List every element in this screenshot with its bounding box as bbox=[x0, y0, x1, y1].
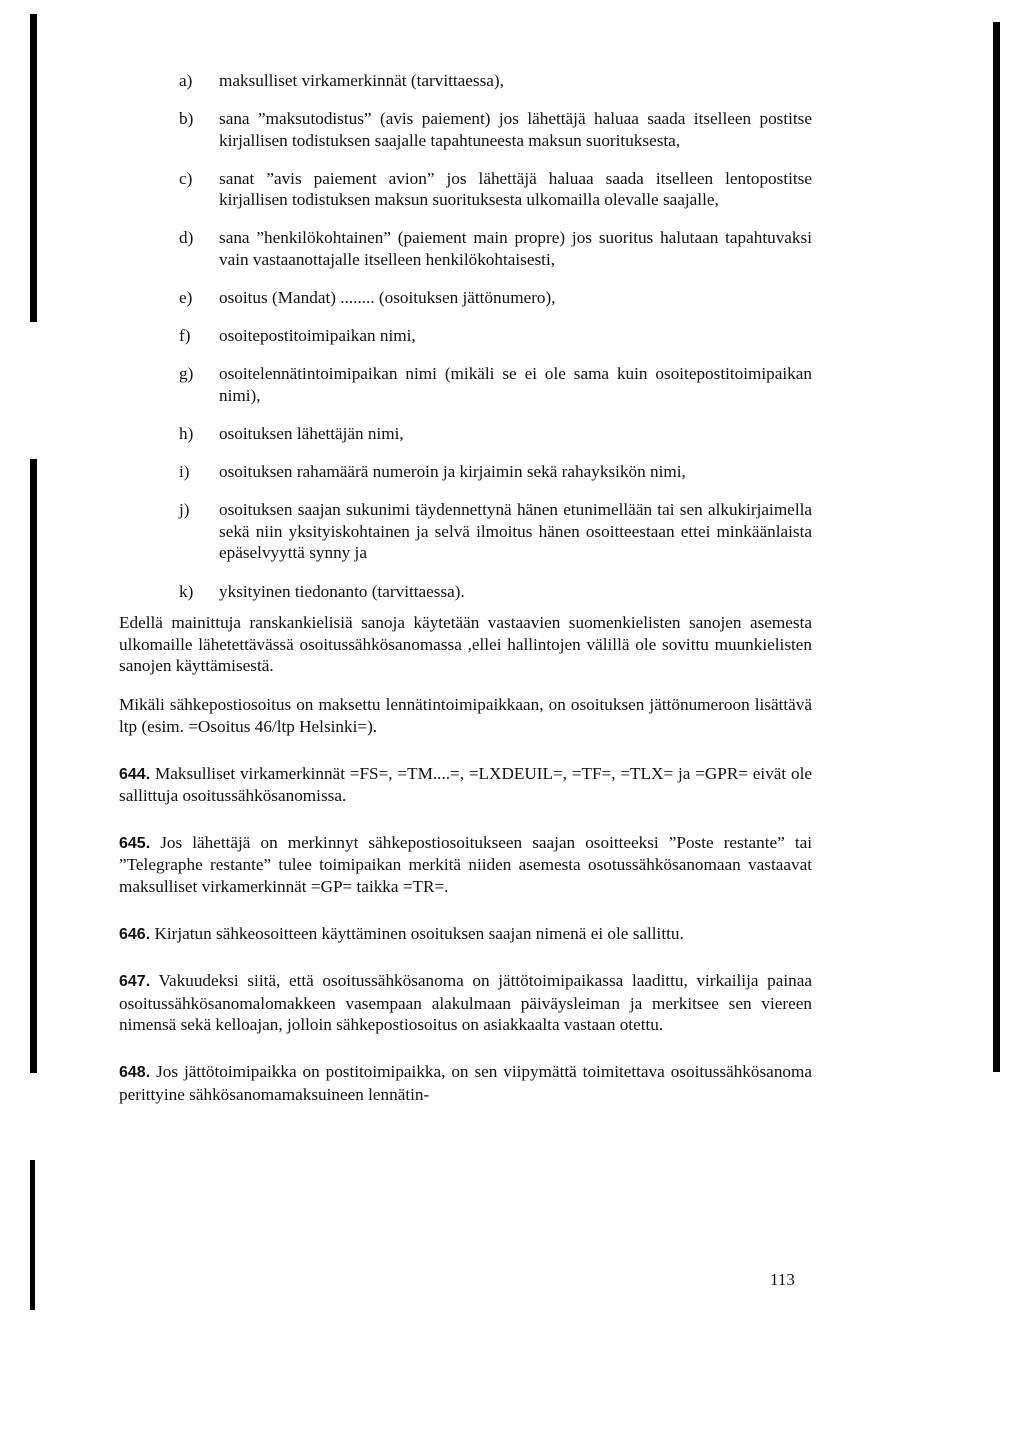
list-item-text: sana ”henkilökohtainen” (paiement main propre) jos suoritus halutaan tapahtuvaksi vain vastaanottajalle itselleen henkilökohtaisesti, bbox=[219, 228, 812, 270]
list-item bbox=[119, 363, 812, 406]
list-item bbox=[119, 499, 812, 564]
scan-border-left-bottom bbox=[30, 459, 37, 1073]
paragraph-number: 644. bbox=[119, 765, 151, 783]
list-item-label: f) bbox=[179, 326, 191, 346]
scan-border-left-lower bbox=[30, 1160, 35, 1310]
scan-border-right bbox=[993, 22, 1000, 1072]
scan-border-left-top bbox=[30, 14, 37, 322]
document-page bbox=[119, 70, 812, 1105]
list-item-text: osoituksen lähettäjän nimi, bbox=[219, 424, 404, 444]
paragraph-text: Vakuudeksi siitä, että osoitussähkösanoma on jättötoimipaikassa laadittu, virkailija painaa osoitussähkösanomalomakkeen vasempaan alakulmaan päiväysleiman ja merkitsee sen viereen nimensä sekä kelloajan, jolloin sähkepostiosoitus on asiakkaalta vastaan otettu. bbox=[119, 971, 812, 1035]
numbered-paragraph bbox=[119, 970, 812, 1036]
list-item bbox=[119, 108, 812, 151]
list-item-text: sana ”maksutodistus” (avis paiement) jos lähettäjä haluaa saada itselleen postitse kirjallisen todistuksen saajalle tapahtuneesta maksun suorituksesta, bbox=[219, 109, 812, 150]
list-item-label: g) bbox=[179, 364, 194, 384]
list-item-text: osoituksen rahamäärä numeroin ja kirjaimin sekä rahayksikön nimi, bbox=[219, 462, 686, 482]
list-item bbox=[119, 581, 812, 603]
list-item bbox=[119, 227, 812, 270]
paragraph-number: 648. bbox=[119, 1063, 151, 1081]
list-item-text: maksulliset virkamerkinnät (tarvittaessa), bbox=[219, 71, 504, 90]
list-item-label: j) bbox=[179, 500, 190, 520]
paragraph-number: 647. bbox=[119, 973, 151, 991]
numbered-paragraph bbox=[119, 923, 812, 946]
list-item-label: a) bbox=[179, 71, 193, 90]
list-item-text: osoitepostitoimipaikan nimi, bbox=[219, 326, 416, 346]
page-number: 113 bbox=[770, 1270, 795, 1289]
paragraph-text: Maksulliset virkamerkinnät =FS=, =TM....=, =LXDEUIL=, =TF=, =TLX= ja =GPR= eivät ole sallittuja osoitussähkösanomissa. bbox=[119, 763, 812, 806]
list-item-label: h) bbox=[179, 424, 194, 444]
paragraph-text: Kirjatun sähkeosoitteen käyttäminen osoituksen saajan nimenä ei ole sallittu. bbox=[154, 923, 684, 943]
list-item-text: osoituksen saajan sukunimi täydennettynä hänen etunimellään tai sen alkukirjaimella sekä niin yksityiskohtainen ja selvä ilmoitus hänen osoitteestaan ettei minkäänlaista epäselvyyttä synny ja bbox=[219, 500, 812, 563]
list-item-text: osoitelennätintoimipaikan nimi (mikäli se ei ole sama kuin osoitepostitoimipaikan nimi), bbox=[219, 364, 812, 405]
list-item bbox=[119, 325, 812, 347]
paragraph-text: Jos jättötoimipaikka on postitoimipaikka, on sen viipymättä toimitettava osoitussähkösanoma perittyine sähkösanomamaksuineen lennätin- bbox=[119, 1061, 812, 1104]
list-item-text: yksityinen tiedonanto (tarvittaessa). bbox=[219, 581, 465, 601]
list-item-label: e) bbox=[179, 288, 193, 308]
body-paragraph: Edellä mainittuja ranskankielisiä sanoja käytetään vastaavien suomenkielisten sanojen asemesta ulkomaille lähetettävässä osoitussähkösanomassa ,ellei hallintojen välillä ole sovittu muunkielisten sanojen käyttämisestä. bbox=[119, 613, 812, 676]
list-item bbox=[119, 168, 812, 211]
list-item bbox=[119, 423, 812, 445]
list-item-text: osoitus (Mandat) ........ (osoituksen jättönumero), bbox=[219, 288, 556, 308]
list-item-label: c) bbox=[179, 168, 193, 188]
list-item bbox=[119, 70, 812, 92]
list-item-label: d) bbox=[179, 228, 194, 248]
numbered-paragraph bbox=[119, 832, 812, 898]
paragraph-number: 646. bbox=[119, 925, 151, 943]
body-paragraph: Mikäli sähkepostiosoitus on maksettu lennätintoimipaikkaan, on osoituksen jättönumeroon lisättävä ltp (esim. =Osoitus 46/ltp Helsinki=). bbox=[119, 695, 812, 736]
numbered-paragraph bbox=[119, 763, 812, 807]
paragraph-number: 645. bbox=[119, 834, 151, 852]
numbered-paragraph bbox=[119, 1061, 812, 1105]
list-item bbox=[119, 461, 812, 483]
list-item bbox=[119, 287, 812, 309]
paragraph-text: Jos lähettäjä on merkinnyt sähkepostiosoitukseen saajan osoitteeksi ”Poste restante” tai ”Telegraphe restante” tulee toimipaikan merkitä niiden asemesta osotussähkösanomaan vastaavat maksulliset virkamerkinnät =GP= taikka =TR=. bbox=[119, 832, 812, 896]
list-item-text: sanat ”avis paiement avion” jos lähettäjä haluaa saada itselleen lentopostitse kirjallisen todistuksen maksun suorituksesta ulkomailla olevalle saajalle, bbox=[219, 168, 812, 210]
list-item-label: b) bbox=[179, 109, 194, 129]
list-item-label: k) bbox=[179, 581, 194, 601]
list-item-label: i) bbox=[179, 462, 190, 482]
